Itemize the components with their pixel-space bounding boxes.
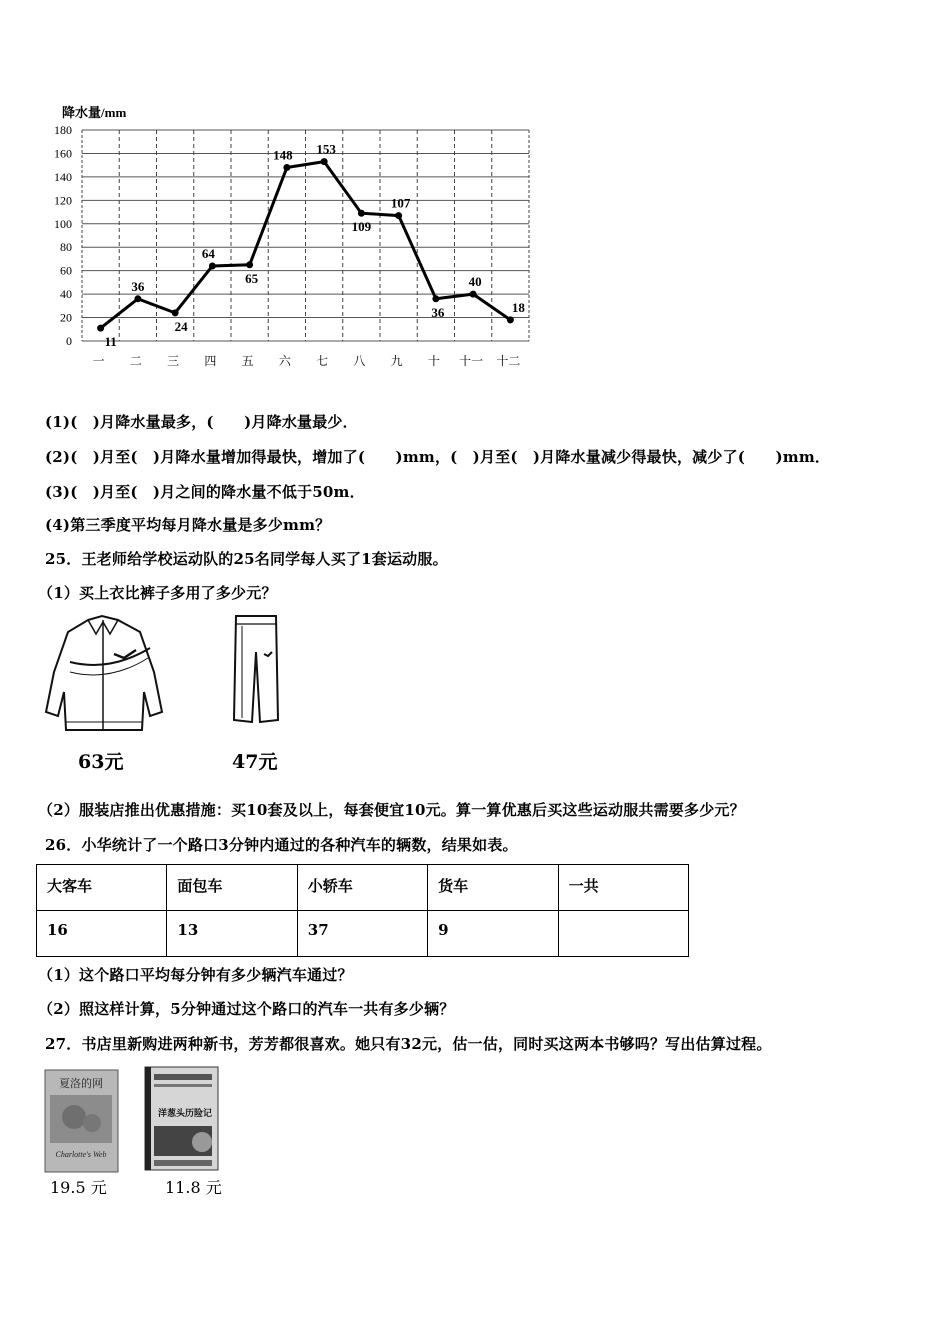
x-tick-label: 九 bbox=[390, 354, 403, 368]
table-row bbox=[37, 911, 689, 957]
data-point bbox=[97, 325, 104, 332]
header-cell: 货车 bbox=[428, 865, 558, 911]
data-value-label: 18 bbox=[511, 299, 525, 315]
q25-part1: （1）买上衣比裤子多用了多少元？ bbox=[38, 584, 277, 602]
x-tick-label: 四 bbox=[204, 354, 217, 368]
q24-part1: (1)( )月降水量最多，( )月降水量最少． bbox=[45, 413, 358, 431]
y-tick-label: 40 bbox=[60, 287, 72, 302]
jacket-price: 63元 bbox=[78, 751, 124, 773]
book2-cover-title: 洋葱头历险记 bbox=[157, 1108, 213, 1118]
data-point bbox=[432, 295, 439, 302]
y-tick-label: 60 bbox=[60, 263, 72, 278]
data-point bbox=[507, 316, 514, 323]
data-point bbox=[358, 210, 365, 217]
y-tick-label: 0 bbox=[66, 334, 72, 348]
value-cell: 16 bbox=[37, 911, 167, 957]
book-onion-adventure-cover bbox=[144, 1066, 219, 1171]
table-header-row bbox=[37, 865, 689, 911]
x-tick-label: 二 bbox=[129, 354, 142, 368]
vehicle-count-table bbox=[36, 864, 689, 957]
y-tick-label: 100 bbox=[54, 216, 72, 231]
x-tick-label: 十二 bbox=[496, 354, 521, 368]
q26-part2: （2）照这样计算，5分钟通过这个路口的汽车一共有多少辆？ bbox=[38, 1000, 455, 1018]
x-tick-label: 十 bbox=[427, 354, 440, 368]
y-tick-label: 120 bbox=[54, 193, 72, 208]
x-tick-label: 八 bbox=[353, 354, 366, 368]
header-cell: 小轿车 bbox=[297, 865, 427, 911]
chart-grid bbox=[82, 130, 529, 341]
y-tick-label: 80 bbox=[60, 240, 72, 255]
x-tick-label: 七 bbox=[316, 354, 329, 368]
q24-part4: (4)第三季度平均每月降水量是多少mm？ bbox=[45, 516, 331, 534]
data-value-label: 64 bbox=[201, 245, 215, 261]
book2-price: 11.8 元 bbox=[165, 1178, 222, 1197]
q25-part2: （2）服装店推出优惠措施：买10套及以上，每套便宜10元。算一算优惠后买这些运动服共需要多少元？ bbox=[38, 801, 745, 819]
chart-y-ticks bbox=[54, 123, 72, 348]
header-cell: 大客车 bbox=[37, 865, 167, 911]
y-tick-label: 180 bbox=[54, 123, 72, 137]
q24-part3: (3)( )月至( )月之间的降水量不低于50m． bbox=[45, 483, 365, 501]
data-point bbox=[209, 262, 216, 269]
y-tick-label: 160 bbox=[54, 146, 72, 161]
x-tick-label: 一 bbox=[92, 354, 105, 368]
precipitation-line-chart bbox=[0, 0, 950, 400]
data-point bbox=[246, 261, 253, 268]
data-point bbox=[134, 295, 141, 302]
data-value-label: 65 bbox=[245, 270, 259, 286]
q26-title: 26．小华统计了一个路口3分钟内通过的各种汽车的辆数，结果如表。 bbox=[45, 836, 518, 854]
data-value-label: 36 bbox=[431, 304, 445, 320]
book1-cover-title: 夏洛的网 bbox=[59, 1078, 103, 1090]
data-value-label: 148 bbox=[273, 147, 293, 163]
header-cell: 面包车 bbox=[167, 865, 297, 911]
data-value-label: 36 bbox=[131, 278, 145, 294]
jacket-illustration bbox=[40, 612, 170, 737]
q25-title: 25．王老师给学校运动队的25名同学每人买了1套运动服。 bbox=[45, 550, 448, 568]
x-tick-label: 五 bbox=[241, 354, 254, 368]
x-tick-label: 六 bbox=[278, 354, 291, 368]
value-cell: 37 bbox=[297, 911, 427, 957]
q26-part1: （1）这个路口平均每分钟有多少辆汽车通过？ bbox=[38, 966, 353, 984]
data-point bbox=[283, 164, 290, 171]
y-tick-label: 20 bbox=[60, 310, 72, 325]
x-tick-label: 三 bbox=[167, 354, 180, 368]
data-value-label: 153 bbox=[316, 141, 336, 157]
data-point bbox=[321, 158, 328, 165]
x-tick-label: 十一 bbox=[459, 354, 484, 368]
data-value-label: 107 bbox=[390, 195, 411, 211]
data-value-label: 11 bbox=[104, 334, 117, 350]
book-charlottes-web-cover bbox=[44, 1069, 119, 1173]
pants-price: 47元 bbox=[232, 751, 278, 773]
chart-x-ticks bbox=[93, 353, 521, 368]
book1-price: 19.5 元 bbox=[50, 1178, 107, 1197]
q27-title: 27．书店里新购进两种新书，芳芳都很喜欢。她只有32元，估一估，同时买这两本书够吗？写出估算过程。 bbox=[45, 1035, 772, 1053]
data-point bbox=[395, 212, 402, 219]
q24-part2: (2)( )月至( )月降水量增加得最快，增加了( )mm，( )月至( )月降水量减少得最快，减少了( )mm． bbox=[45, 448, 831, 466]
book1-cover-en: Charlotte's Web bbox=[55, 1150, 107, 1159]
value-cell-total bbox=[558, 911, 688, 957]
value-cell: 9 bbox=[428, 911, 558, 957]
data-value-label: 109 bbox=[351, 219, 372, 235]
y-tick-label: 140 bbox=[54, 169, 72, 184]
data-value-label: 40 bbox=[468, 274, 482, 290]
value-cell: 13 bbox=[167, 911, 297, 957]
data-point bbox=[172, 309, 179, 316]
header-cell: 一共 bbox=[558, 865, 688, 911]
data-value-label: 24 bbox=[174, 318, 188, 334]
data-point bbox=[470, 291, 477, 298]
pants-illustration bbox=[220, 612, 290, 737]
chart-ylabel: 降水量/mm bbox=[62, 105, 127, 120]
